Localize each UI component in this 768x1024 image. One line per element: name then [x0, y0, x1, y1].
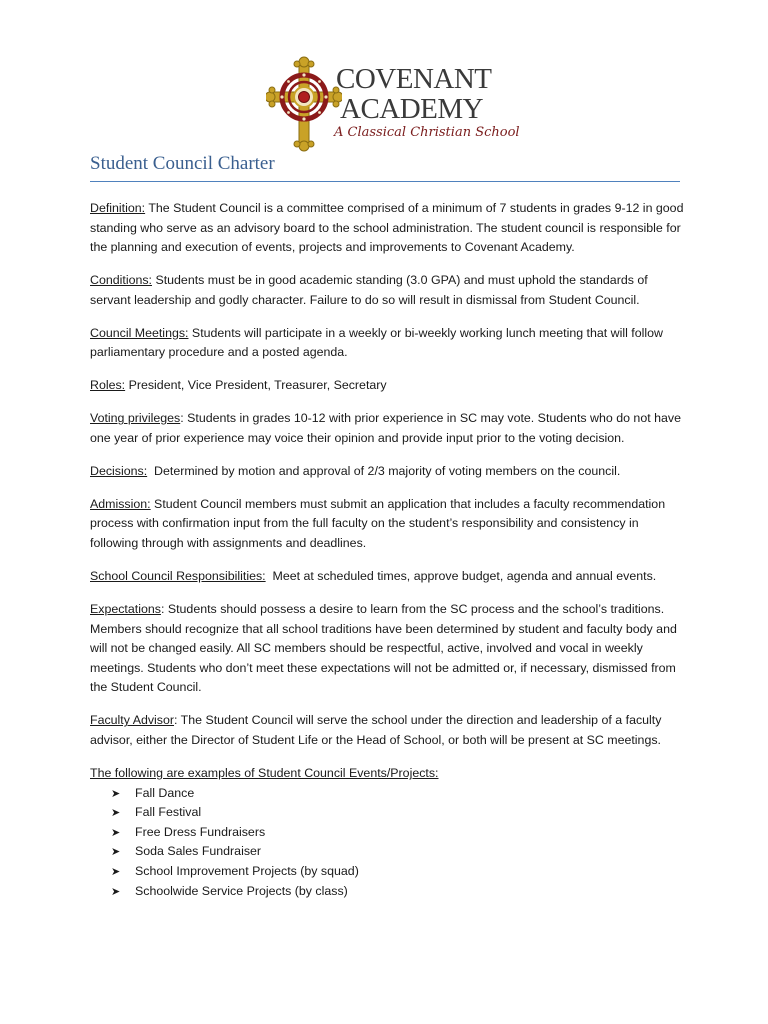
section-text: Students will participate in a weekly or bi-weekly working lunch meeting that will follow parliamentary procedure and a posted agenda.	[90, 325, 663, 360]
section-school-council-responsibilities	[90, 567, 690, 587]
charter-body	[90, 199, 690, 901]
examples-list	[90, 784, 690, 902]
list-item-text: Soda Sales Fundraiser	[135, 844, 262, 859]
section-text: : Students in grades 10-12 with prior experience in SC may vote. Students who do not have one year of prior experience may voice their opinion and provide input prior to the voting decision.	[90, 411, 681, 445]
section-label: School Council Responsibilities:	[90, 569, 266, 584]
section-conditions	[90, 271, 690, 310]
arrowhead-bullet-icon: ➤	[111, 864, 121, 878]
arrowhead-bullet-icon: ➤	[111, 845, 121, 859]
section-text: Meet at scheduled times, approve budget, agenda and annual events.	[265, 569, 657, 584]
section-text: The Student Council is a committee comprised of a minimum of 7 students in grades 9-12 in good standing who serve as an advisory board to the school administration. The student council is responsible for the planning and execution of events, projects and improvements to Covenant Academy.	[90, 201, 684, 255]
arrowhead-bullet-icon: ➤	[111, 786, 121, 800]
list-item	[90, 823, 690, 843]
list-item-text: Fall Dance	[135, 785, 195, 800]
section-faculty-advisor	[90, 711, 690, 750]
list-item-text: School Improvement Projects (by squad)	[135, 863, 359, 878]
section-label: Council Meetings:	[90, 325, 189, 340]
section-text: : The Student Council will serve the school under the direction and leadership of a faculty advisor, either the Director of Student Life or the Head of School, or both will be present at SC meetings.	[90, 713, 662, 747]
title-divider	[90, 181, 680, 182]
examples-heading: The following are examples of Student Council Events/Projects:	[90, 765, 439, 780]
section-label: Faculty Advisor	[90, 713, 175, 728]
school-logo	[266, 56, 520, 152]
section-label: Admission:	[90, 496, 151, 511]
page-title: Student Council Charter	[90, 153, 275, 174]
section-text: Student Council members must submit an application that includes a faculty recommendation process with confirmation input from the full faculty on the student’s responsibility and consistency in following through with assignments and deadlines.	[90, 496, 666, 551]
list-item-text: Free Dress Fundraisers	[135, 824, 266, 839]
school-name	[336, 65, 506, 124]
section-text: Determined by motion and approval of 2/3 majority of voting members on the council.	[147, 463, 621, 478]
section-label: Roles:	[90, 378, 126, 393]
arrowhead-bullet-icon: ➤	[111, 825, 121, 839]
section-council-meetings	[90, 324, 690, 363]
arrowhead-bullet-icon: ➤	[111, 806, 121, 820]
section-admission	[90, 495, 690, 554]
section-roles	[90, 376, 690, 396]
section-text: President, Vice President, Treasurer, Secretary	[125, 378, 387, 393]
list-item-text: Fall Festival	[135, 805, 202, 820]
section-voting-privileges	[90, 409, 690, 448]
arrowhead-bullet-icon: ➤	[111, 884, 121, 898]
section-label: Definition:	[90, 201, 146, 215]
list-item-text: Schoolwide Service Projects (by class)	[135, 883, 348, 898]
list-item	[90, 784, 690, 804]
section-label: Voting privileges	[90, 411, 181, 426]
section-label: Conditions:	[90, 273, 152, 288]
section-definition	[90, 199, 690, 258]
school-tagline: A Classical Christian School	[334, 125, 520, 140]
section-label: Expectations	[90, 602, 161, 617]
section-text: : Students should possess a desire to learn from the SC process and the school’s traditions. Members should recognize that all school traditions have been determined by student and faculty body and will not be changed easily. All SC members should be respectful, active, involved and vocal in weekly meetings. Students who don’t meet these expectations will not be admitted or, if necessary, dismissed from the Student Council.	[90, 602, 677, 695]
list-item	[90, 882, 690, 902]
list-item	[90, 842, 690, 862]
list-item	[90, 862, 690, 882]
school-name-line2: ACADEMY	[340, 93, 484, 125]
section-label: Decisions:	[90, 463, 148, 478]
section-text: Students must be in good academic standing (3.0 GPA) and must uphold the standards of servant leadership and godly character. Failure to do so will result in dismissal from Student Council.	[90, 273, 648, 307]
section-decisions	[90, 462, 690, 482]
section-expectations	[90, 600, 690, 698]
cross-emblem-icon	[266, 56, 342, 152]
school-name-line1: COVENANT	[336, 63, 492, 95]
list-item	[90, 803, 690, 823]
